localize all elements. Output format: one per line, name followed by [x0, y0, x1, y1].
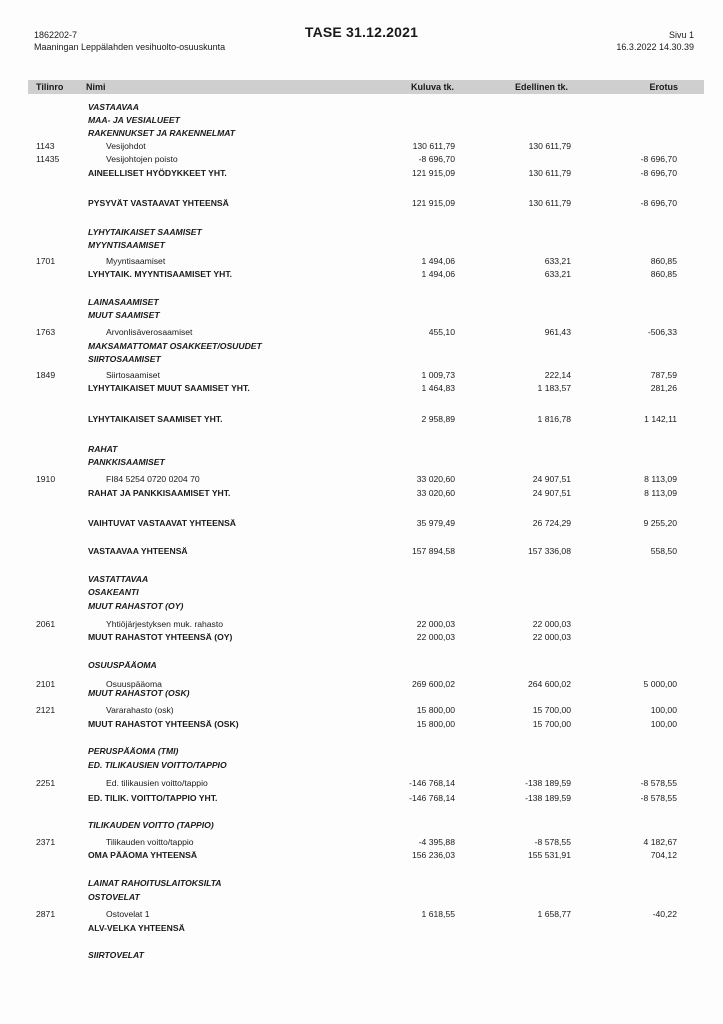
- table-row: [0, 114, 723, 127]
- account-name: OSTOVELAT: [88, 892, 140, 902]
- difference-value: -8 696,70: [640, 154, 677, 164]
- current-period-value: 269 600,02: [411, 679, 455, 689]
- account-name: SIIRTOSAAMISET: [88, 354, 161, 364]
- account-name: VASTAAVAA: [88, 102, 139, 112]
- previous-period-value: 24 907,51: [532, 474, 571, 484]
- previous-period-value: 130 611,79: [528, 168, 571, 178]
- account-name: Vesijohdot: [106, 141, 146, 151]
- difference-value: -8 696,70: [640, 198, 677, 208]
- account-name: Ed. tilikausien voitto/tappio: [106, 778, 208, 788]
- current-period-value: 33 020,60: [416, 488, 455, 498]
- previous-period-value: 633,21: [544, 269, 571, 279]
- table-row: [0, 268, 723, 281]
- table-row: [0, 777, 723, 790]
- current-period-value: 33 020,60: [416, 474, 455, 484]
- account-name: VASTATTAVAA: [88, 574, 149, 584]
- table-row: [0, 239, 723, 252]
- current-period-value: 157 894,58: [411, 546, 455, 556]
- account-number: 2121: [36, 705, 56, 715]
- difference-value: -506,33: [647, 327, 677, 337]
- account-name: MUUT RAHASTOT (OSK): [88, 688, 190, 698]
- account-name: VASTAAVAA YHTEENSÄ: [88, 546, 188, 556]
- table-row: [0, 618, 723, 631]
- table-row: [0, 704, 723, 717]
- account-name: OSUUSPÄÄOMA: [88, 660, 157, 670]
- account-name: Yhtiöjärjestyksen muk. rahasto: [106, 619, 224, 629]
- previous-period-value: 1 658,77: [537, 909, 571, 919]
- difference-value: -40,22: [652, 909, 677, 919]
- difference-value: 860,85: [650, 269, 677, 279]
- account-name: RAHAT: [88, 444, 118, 454]
- previous-period-value: 22 000,03: [532, 619, 571, 629]
- table-row: [0, 443, 723, 456]
- account-name: PANKKISAAMISET: [88, 457, 165, 467]
- difference-value: 8 113,09: [644, 488, 677, 498]
- table-row: [0, 340, 723, 353]
- difference-value: 860,85: [650, 256, 677, 266]
- table-row: [0, 759, 723, 772]
- table-row: [0, 687, 723, 700]
- table-row: [0, 487, 723, 500]
- current-period-value: 1 618,55: [421, 909, 455, 919]
- account-name: Arvonlisäverosaamiset: [106, 327, 193, 337]
- table-row: [0, 922, 723, 935]
- column-header-name: Nimi: [86, 82, 106, 92]
- account-name: AINEELLISET HYÖDYKKEET YHT.: [88, 168, 227, 178]
- table-row: [0, 718, 723, 731]
- current-period-value: 15 800,00: [416, 705, 455, 715]
- account-number: 2101: [36, 679, 56, 689]
- account-number: 2871: [36, 909, 56, 919]
- account-number: 1849: [36, 370, 56, 380]
- account-name: OMA PÄÄOMA YHTEENSÄ: [88, 850, 198, 860]
- account-name: ED. TILIK. VOITTO/TAPPIO YHT.: [88, 793, 218, 803]
- table-row: [0, 309, 723, 322]
- table-row: [0, 140, 723, 153]
- table-row: [0, 127, 723, 140]
- table-row: [0, 369, 723, 382]
- table-row: [0, 382, 723, 395]
- current-period-value: 15 800,00: [416, 719, 455, 729]
- table-row: [0, 891, 723, 904]
- previous-period-value: 22 000,03: [532, 632, 571, 642]
- table-row: [0, 153, 723, 166]
- account-name: MYYNTISAAMISET: [88, 240, 165, 250]
- account-name: MUUT RAHASTOT YHTEENSÄ (OY): [88, 632, 233, 642]
- previous-period-value: 264 600,02: [527, 679, 571, 689]
- account-number: 2251: [36, 778, 56, 788]
- current-period-value: -146 768,14: [409, 778, 455, 788]
- difference-value: 9 255,20: [643, 518, 677, 528]
- previous-period-value: 961,43: [544, 327, 571, 337]
- table-row: [0, 949, 723, 962]
- previous-period-value: 15 700,00: [532, 719, 571, 729]
- account-number: 2371: [36, 837, 56, 847]
- difference-value: 558,50: [650, 546, 677, 556]
- table-row: [0, 101, 723, 114]
- account-name: Siirtosaamiset: [106, 370, 160, 380]
- table-row: [0, 226, 723, 239]
- current-period-value: -146 768,14: [409, 793, 455, 803]
- table-row: [0, 849, 723, 862]
- account-name: MAKSAMATTOMAT OSAKKEET/OSUUDET: [88, 341, 262, 351]
- previous-period-value: 26 724,29: [532, 518, 571, 528]
- current-period-value: 1 494,06: [421, 256, 455, 266]
- account-name: LYHYTAIKAISET SAAMISET YHT.: [88, 414, 223, 424]
- table-row: [0, 631, 723, 644]
- account-name: LAINASAAMISET: [88, 297, 159, 307]
- account-name: LYHYTAIK. MYYNTISAAMISET YHT.: [88, 269, 233, 279]
- current-period-value: 2 958,89: [421, 414, 455, 424]
- column-header-account: Tilinro: [36, 82, 64, 92]
- table-row: [0, 473, 723, 486]
- account-number: 2061: [36, 619, 56, 629]
- previous-period-value: 1 816,78: [537, 414, 571, 424]
- business-id: 1862202-7: [34, 30, 78, 40]
- account-number: 1143: [36, 141, 55, 151]
- account-name: MAA- JA VESIALUEET: [88, 115, 180, 125]
- current-period-value: 1 494,06: [421, 269, 455, 279]
- table-row: [0, 745, 723, 758]
- table-row: [0, 659, 723, 672]
- previous-period-value: 157 336,08: [527, 546, 571, 556]
- account-name: ED. TILIKAUSIEN VOITTO/TAPPIO: [88, 760, 227, 770]
- table-row: [0, 545, 723, 558]
- account-name: PYSYVÄT VASTAAVAT YHTEENSÄ: [88, 198, 229, 208]
- difference-value: -8 578,55: [640, 793, 677, 803]
- account-name: RAHAT JA PANKKISAAMISET YHT.: [88, 488, 231, 498]
- column-header-bar: [28, 80, 704, 94]
- account-name: MUUT RAHASTOT YHTEENSÄ (OSK): [88, 719, 239, 729]
- table-row: [0, 326, 723, 339]
- table-row: [0, 908, 723, 921]
- table-row: [0, 517, 723, 530]
- current-period-value: 121 915,09: [411, 198, 455, 208]
- account-name: MUUT SAAMISET: [88, 310, 160, 320]
- difference-value: 100,00: [650, 719, 677, 729]
- table-row: [0, 353, 723, 366]
- table-row: [0, 792, 723, 805]
- table-row: [0, 877, 723, 890]
- column-header-previous-period: Edellinen tk.: [514, 82, 568, 92]
- account-name: RAKENNUKSET JA RAKENNELMAT: [88, 128, 236, 138]
- account-name: VAIHTUVAT VASTAAVAT YHTEENSÄ: [88, 518, 237, 528]
- account-number: 1701: [36, 256, 56, 266]
- current-period-value: -4 395,88: [418, 837, 455, 847]
- current-period-value: 156 236,03: [411, 850, 455, 860]
- table-row: [0, 296, 723, 309]
- difference-value: 5 000,00: [643, 679, 677, 689]
- current-period-value: 22 000,03: [416, 619, 455, 629]
- page-title: TASE 31.12.2021: [304, 24, 419, 40]
- current-period-value: 22 000,03: [416, 632, 455, 642]
- account-name: Ostovelat 1: [106, 909, 150, 919]
- previous-period-value: -138 189,59: [525, 793, 571, 803]
- current-period-value: 121 915,09: [411, 168, 455, 178]
- current-period-value: 35 979,49: [416, 518, 455, 528]
- account-name: Myyntisaamiset: [106, 256, 166, 266]
- account-name: FI84 5254 0720 0204 70: [106, 474, 200, 484]
- account-name: Vesijohtojen poisto: [106, 154, 178, 164]
- print-timestamp: 16.3.2022 14.30.39: [616, 42, 694, 52]
- table-row: [0, 600, 723, 613]
- previous-period-value: 130 611,79: [528, 141, 571, 151]
- previous-period-value: 1 183,57: [537, 383, 571, 393]
- table-row: [0, 586, 723, 599]
- current-period-value: 1 009,73: [421, 370, 455, 380]
- table-row: [0, 197, 723, 210]
- table-row: [0, 255, 723, 268]
- column-header-current-period: Kuluva tk.: [410, 82, 454, 92]
- account-name: LYHYTAIKAISET SAAMISET: [88, 227, 202, 237]
- previous-period-value: 24 907,51: [532, 488, 571, 498]
- account-number: 1763: [36, 327, 56, 337]
- current-period-value: 1 464,83: [421, 383, 455, 393]
- table-row: [0, 836, 723, 849]
- account-name: ALV-VELKA YHTEENSÄ: [88, 923, 185, 933]
- account-name: PERUSPÄÄOMA (TMI): [88, 746, 179, 756]
- previous-period-value: 633,21: [544, 256, 571, 266]
- previous-period-value: 130 611,79: [528, 198, 571, 208]
- difference-value: 8 113,09: [644, 474, 677, 484]
- previous-period-value: 155 531,91: [527, 850, 571, 860]
- previous-period-value: 15 700,00: [532, 705, 571, 715]
- account-name: OSAKEANTI: [88, 587, 139, 597]
- difference-value: -8 696,70: [640, 168, 677, 178]
- difference-value: 1 142,11: [644, 414, 677, 424]
- account-name: LYHYTAIKAISET MUUT SAAMISET YHT.: [88, 383, 250, 393]
- table-row: [0, 456, 723, 469]
- page-number: Sivu 1: [668, 30, 694, 40]
- difference-value: 787,59: [650, 370, 677, 380]
- table-row: [0, 413, 723, 426]
- table-row: [0, 819, 723, 832]
- difference-value: 281,26: [650, 383, 677, 393]
- account-name: LAINAT RAHOITUSLAITOKSILTA: [88, 878, 222, 888]
- account-name: SIIRTOVELAT: [88, 950, 144, 960]
- company-name: Maaningan Leppälahden vesihuolto-osuuskunta: [34, 42, 226, 52]
- difference-value: 4 182,67: [643, 837, 677, 847]
- current-period-value: 455,10: [428, 327, 455, 337]
- column-header-difference: Erotus: [649, 82, 678, 92]
- account-number: 11435: [36, 154, 60, 164]
- account-number: 1910: [36, 474, 56, 484]
- current-period-value: -8 696,70: [418, 154, 455, 164]
- account-name: MUUT RAHASTOT (OY): [88, 601, 184, 611]
- table-row: [0, 573, 723, 586]
- difference-value: 704,12: [650, 850, 677, 860]
- difference-value: -8 578,55: [640, 778, 677, 788]
- table-row: [0, 167, 723, 180]
- difference-value: 100,00: [650, 705, 677, 715]
- account-name: TILIKAUDEN VOITTO (TAPPIO): [88, 820, 214, 830]
- account-name: Osuuspääoma: [106, 679, 162, 689]
- account-name: Tilikauden voitto/tappio: [106, 837, 194, 847]
- current-period-value: 130 611,79: [412, 141, 455, 151]
- previous-period-value: 222,14: [544, 370, 571, 380]
- account-name: Vararahasto (osk): [106, 705, 174, 715]
- previous-period-value: -8 578,55: [534, 837, 571, 847]
- previous-period-value: -138 189,59: [525, 778, 571, 788]
